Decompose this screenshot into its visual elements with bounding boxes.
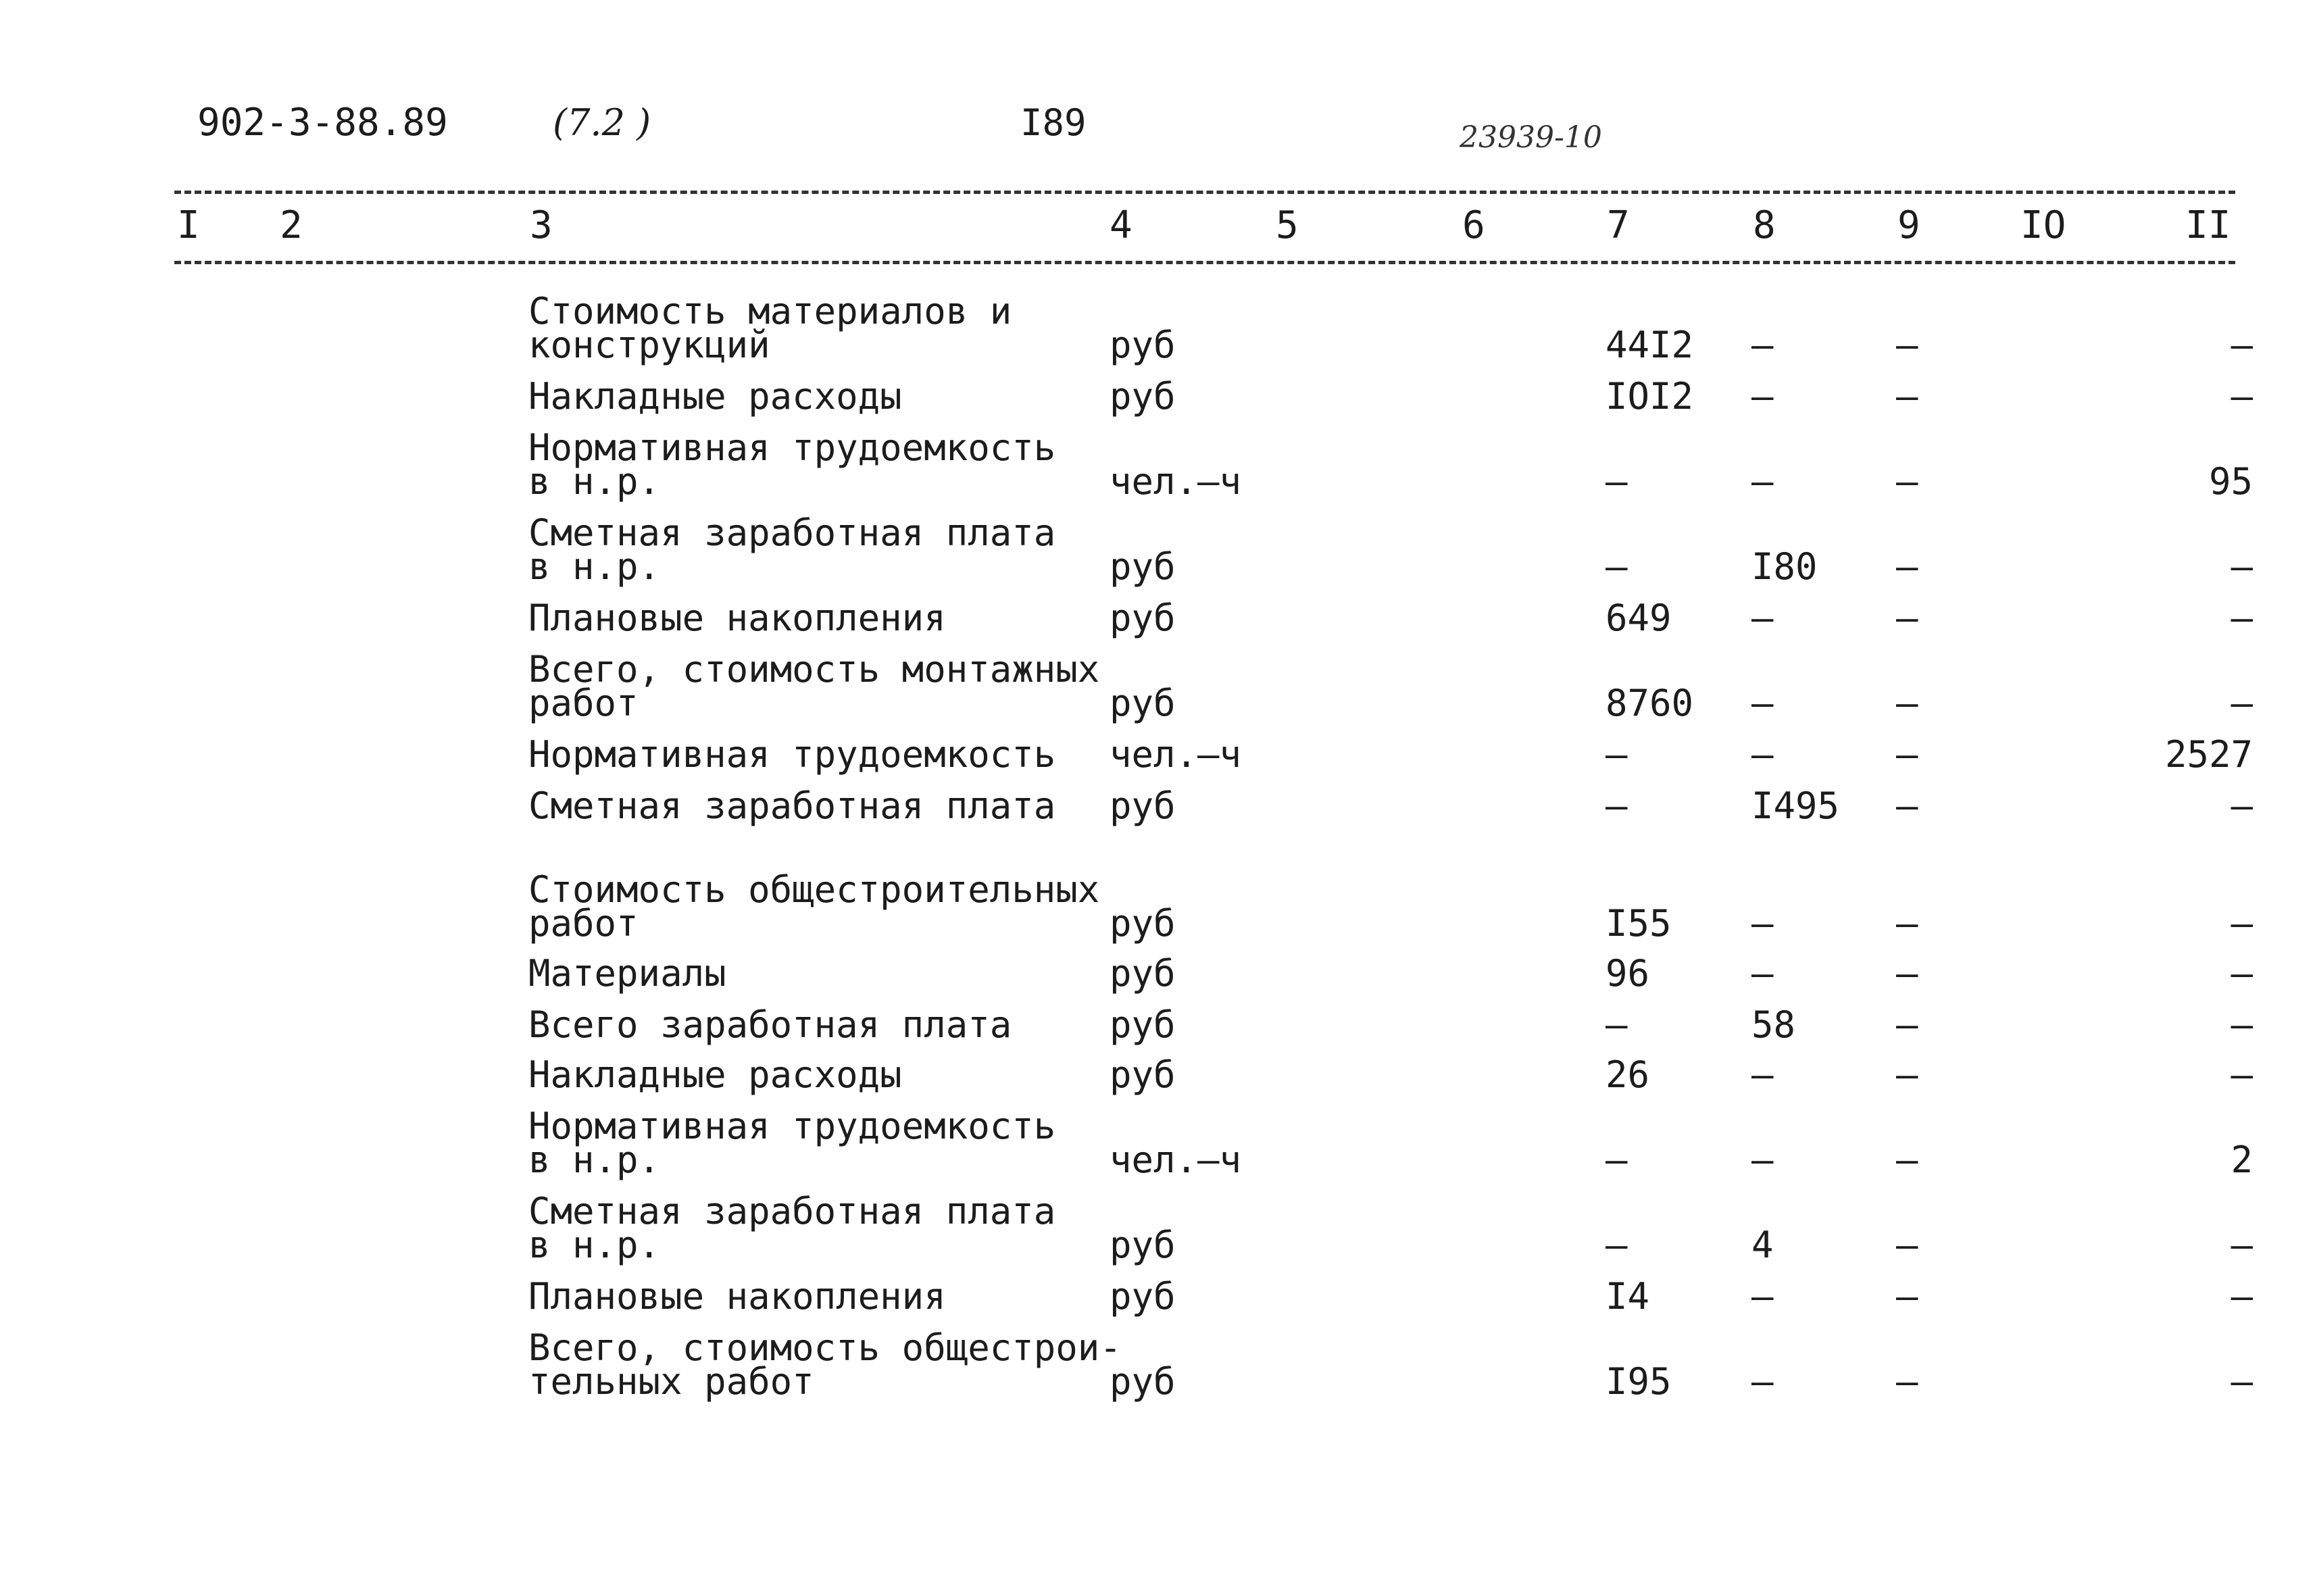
col9-value: – — [1896, 1224, 1918, 1266]
col9-value: – — [1896, 952, 1918, 995]
column-number: 6 — [1462, 203, 1485, 247]
col11-value: – — [2231, 1003, 2253, 1046]
col7-value: 44I2 — [1605, 324, 1694, 366]
column-number: 3 — [530, 203, 553, 247]
col8-value: – — [1751, 1053, 1774, 1096]
row-label: Плановые накопления — [528, 597, 946, 639]
column-number: 2 — [280, 203, 303, 247]
col11-value: – — [2231, 597, 2253, 639]
col11-value: – — [2231, 324, 2253, 366]
col11-value: 2527 — [2164, 733, 2253, 776]
row-label: Накладные расходы — [528, 1053, 902, 1096]
col7-value: – — [1605, 1139, 1628, 1181]
col9-value: – — [1896, 784, 1918, 827]
column-number: 7 — [1607, 203, 1630, 247]
col11-value: – — [2231, 1360, 2253, 1403]
col8-value: I495 — [1751, 784, 1840, 827]
col8-value: 58 — [1751, 1003, 1796, 1046]
col7-value: 649 — [1605, 597, 1672, 639]
col9-value: – — [1896, 682, 1918, 724]
header-rule-bottom — [174, 261, 2235, 264]
col11-value: – — [2231, 784, 2253, 827]
col7-value: 26 — [1605, 1053, 1650, 1096]
col8-value: – — [1751, 902, 1774, 945]
col7-value: – — [1605, 1224, 1628, 1266]
col9-value: – — [1896, 1053, 1918, 1096]
row-unit: руб — [1110, 952, 1176, 995]
col8-value: – — [1751, 682, 1774, 724]
row-unit: руб — [1110, 1224, 1176, 1266]
col9-value: – — [1896, 902, 1918, 945]
col7-value: 96 — [1605, 952, 1650, 995]
row-unit: чел.–ч — [1110, 1139, 1242, 1181]
col11-value: 95 — [2208, 460, 2253, 503]
column-number: 5 — [1276, 203, 1299, 247]
col9-value: – — [1896, 460, 1918, 503]
col11-value: – — [2231, 545, 2253, 588]
col11-value: – — [2231, 902, 2253, 945]
column-number: I — [177, 203, 200, 247]
col9-value: – — [1896, 375, 1918, 418]
col8-value: – — [1751, 1275, 1774, 1318]
page-number: I89 — [1020, 101, 1087, 144]
row-unit: руб — [1110, 784, 1176, 827]
col11-value: – — [2231, 375, 2253, 418]
col9-value: – — [1896, 1275, 1918, 1318]
col8-value: – — [1751, 1360, 1774, 1403]
column-number: 9 — [1897, 203, 1920, 247]
row-label: Сметная заработная плата в н.р. — [528, 512, 1056, 588]
col8-value: – — [1751, 324, 1774, 366]
row-label: Нормативная трудоемкость — [528, 733, 1056, 776]
column-number: II — [2185, 203, 2231, 247]
col8-value: – — [1751, 460, 1774, 503]
col8-value: I80 — [1751, 545, 1818, 588]
col7-value: – — [1605, 1003, 1628, 1046]
row-unit: руб — [1110, 1360, 1176, 1403]
row-unit: руб — [1110, 682, 1176, 724]
col9-value: – — [1896, 1003, 1918, 1046]
row-label: Сметная заработная плата — [528, 784, 1056, 827]
row-unit: руб — [1110, 324, 1176, 366]
col8-value: – — [1751, 1139, 1774, 1181]
row-unit: руб — [1110, 902, 1176, 945]
column-number: 4 — [1110, 203, 1132, 247]
col11-value: 2 — [2231, 1139, 2253, 1181]
row-label: Всего, стоимость общестрои- тельных работ — [528, 1326, 1122, 1403]
row-label: Нормативная трудоемкость в н.р. — [528, 1105, 1056, 1181]
col9-value: – — [1896, 324, 1918, 366]
row-label: Всего заработная плата — [528, 1003, 1012, 1046]
row-unit: руб — [1110, 1003, 1176, 1046]
col8-value: – — [1751, 952, 1774, 995]
col7-value: – — [1605, 545, 1628, 588]
col11-value: – — [2231, 1224, 2253, 1266]
row-label: Сметная заработная плата в н.р. — [528, 1190, 1056, 1266]
archive-number: 23939-10 — [1460, 120, 1602, 155]
col9-value: – — [1896, 733, 1918, 776]
col7-value: I4 — [1605, 1275, 1650, 1318]
col8-value: – — [1751, 375, 1774, 418]
row-label: Стоимость общестроительных работ — [528, 868, 1100, 945]
col11-value: – — [2231, 1053, 2253, 1096]
row-unit: чел.–ч — [1110, 733, 1242, 776]
row-unit: руб — [1110, 545, 1176, 588]
column-number: IO — [2020, 203, 2066, 247]
column-number: 8 — [1753, 203, 1776, 247]
col7-value: – — [1605, 784, 1628, 827]
col11-value: – — [2231, 682, 2253, 724]
sheet-number: (7.2 ) — [553, 101, 651, 144]
col8-value: – — [1751, 597, 1774, 639]
col7-value: I55 — [1605, 902, 1672, 945]
col11-value: – — [2231, 1275, 2253, 1318]
col7-value: – — [1605, 460, 1628, 503]
col8-value: 4 — [1751, 1224, 1774, 1266]
col9-value: – — [1896, 597, 1918, 639]
row-label: Материалы — [528, 952, 726, 995]
col11-value: – — [2231, 952, 2253, 995]
col7-value: IOI2 — [1605, 375, 1694, 418]
row-label: Нормативная трудоемкость в н.р. — [528, 426, 1056, 503]
col7-value: – — [1605, 733, 1628, 776]
row-label: Всего, стоимость монтажных работ — [528, 648, 1100, 724]
col7-value: 8760 — [1605, 682, 1694, 724]
row-label: Накладные расходы — [528, 375, 902, 418]
col8-value: – — [1751, 733, 1774, 776]
row-label: Плановые накопления — [528, 1275, 946, 1318]
col9-value: – — [1896, 1360, 1918, 1403]
row-unit: руб — [1110, 1275, 1176, 1318]
col9-value: – — [1896, 545, 1918, 588]
row-unit: руб — [1110, 597, 1176, 639]
row-label: Стоимость материалов и конструкций — [528, 290, 1012, 366]
row-unit: руб — [1110, 375, 1176, 418]
doc-number: 902-3-88.89 — [197, 101, 448, 145]
col9-value: – — [1896, 1139, 1918, 1181]
row-unit: руб — [1110, 1053, 1176, 1096]
header-rule-top — [174, 191, 2235, 194]
col7-value: I95 — [1605, 1360, 1672, 1403]
row-unit: чел.–ч — [1110, 460, 1242, 503]
